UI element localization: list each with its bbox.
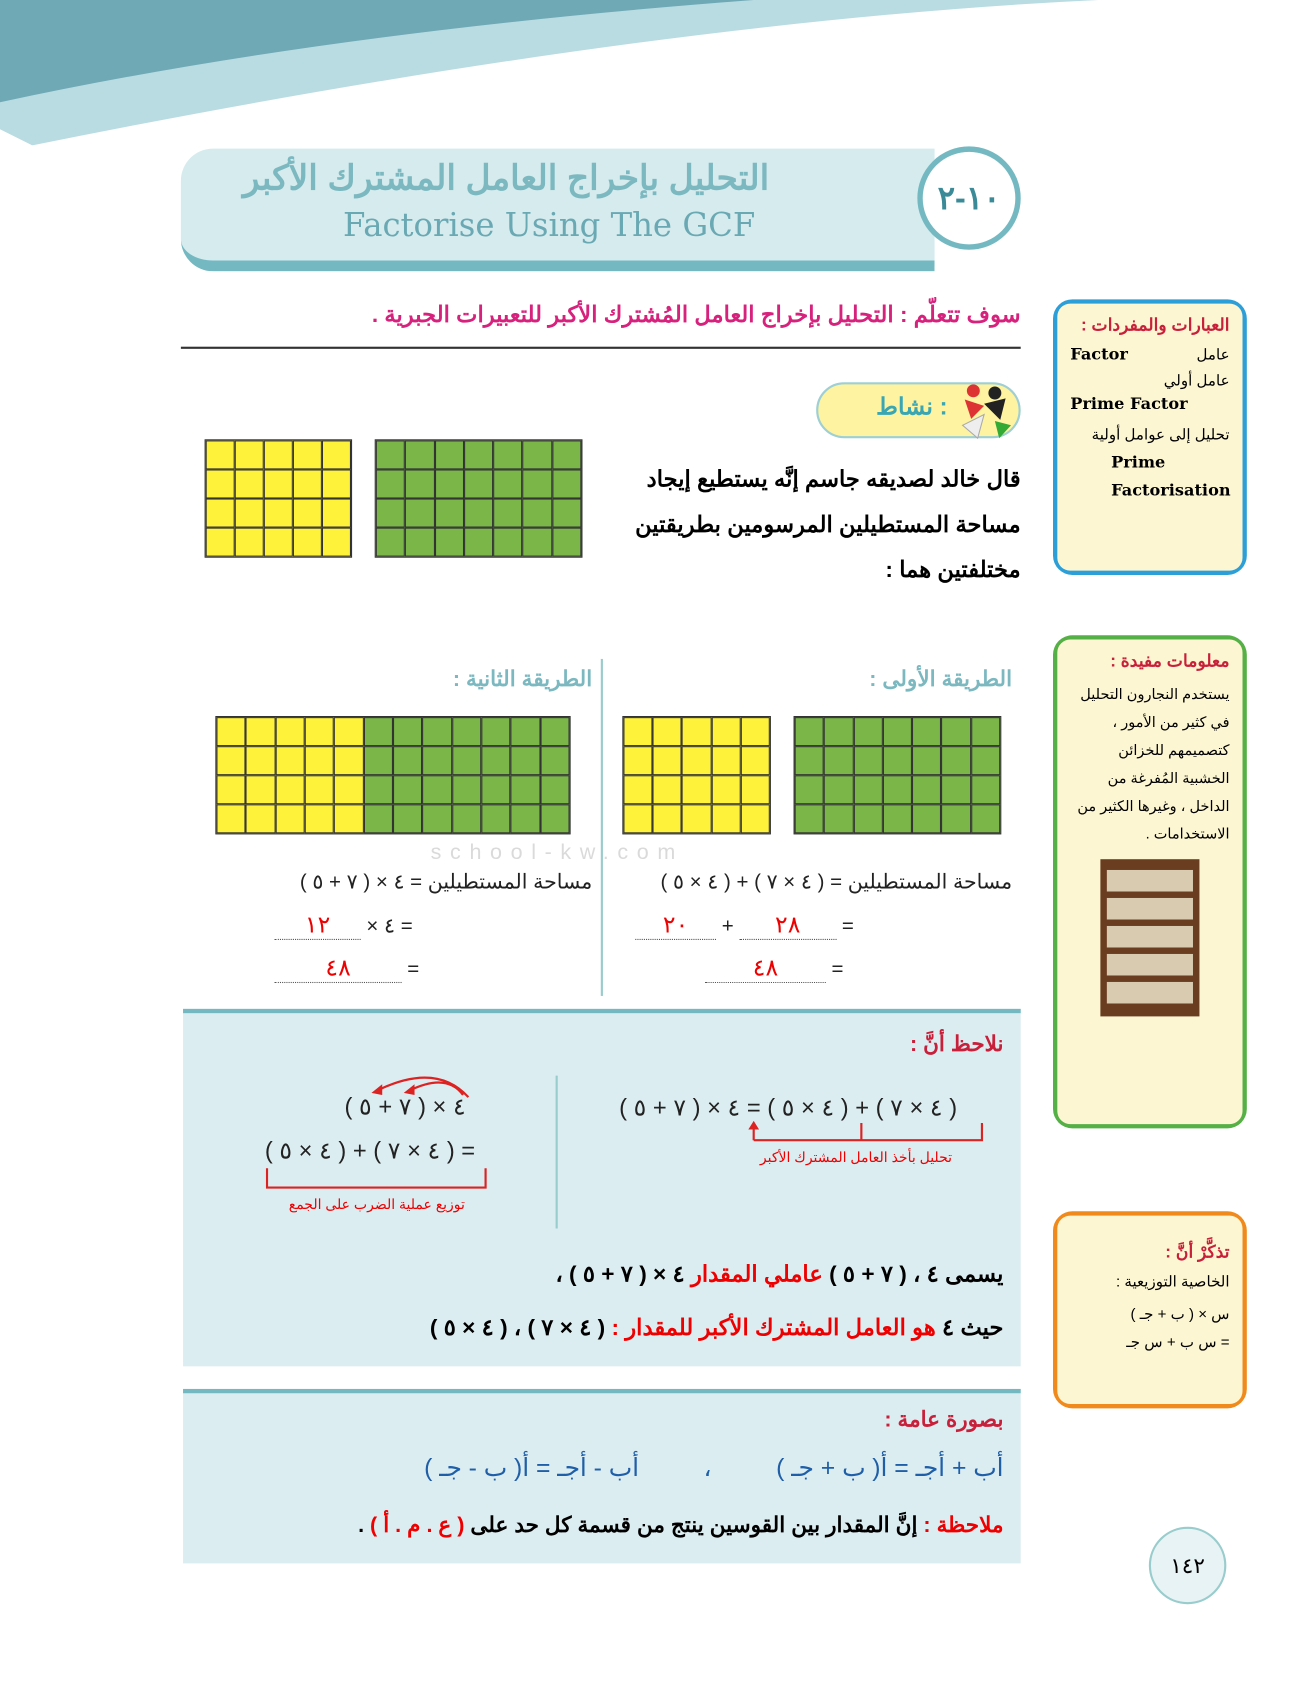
grid-cell <box>393 717 422 746</box>
general-title: بصورة عامة : <box>884 1408 1004 1433</box>
grid-cell <box>235 440 264 469</box>
highlight: هو العامل المشترك الأكبر للمقدار : <box>611 1315 936 1341</box>
grid-cell <box>493 499 522 528</box>
grid-cell <box>322 528 351 557</box>
learning-objective <box>181 301 1021 328</box>
remember-box <box>1053 1211 1247 1408</box>
grid-cell <box>682 804 711 833</box>
grid-cell <box>853 804 882 833</box>
grid-cell <box>334 775 363 804</box>
grid-cell <box>435 528 464 557</box>
answer-blank[interactable]: ٢٠ <box>635 911 716 940</box>
text: يسمى ٤ ، ( ٧ + ٥ ) <box>829 1261 1004 1287</box>
grid-cell <box>464 499 493 528</box>
method-one-title: الطريقة الأولى : <box>869 667 1013 692</box>
method-two-title: الطريقة الثانية : <box>452 667 593 692</box>
useful-info-box <box>1053 635 1247 1128</box>
method-two-equation: مساحة المستطيلين = ٤ × ( ٧ + ٥ ) <box>299 871 593 894</box>
grid-cell <box>711 717 740 746</box>
grid-cell <box>795 746 824 775</box>
grid-cell <box>623 775 652 804</box>
grid-cell <box>493 528 522 557</box>
grid-cell <box>711 775 740 804</box>
highlight: عاملي المقدار <box>690 1261 823 1287</box>
activity-paragraph: قال خالد لصديقه جاسم إنَّه يستطيع إيجاد مساحة المستطيلين المرسومين بطريقتين مختلفتين هما : <box>635 467 1021 583</box>
answer-blank[interactable]: ٤٨ <box>705 954 826 983</box>
text: ٤ × ( ٧ + ٥ ) ، <box>555 1261 685 1287</box>
factorisation-equation: ( ٤ × ٧ ) + ( ٤ × ٥ ) = ٤ × ( ٧ + ٥ ) <box>619 1093 958 1121</box>
distribution-expression: ٤ × ( ٧ + ٥ ) <box>344 1092 466 1120</box>
grid-cell <box>912 804 941 833</box>
grid-cell <box>623 717 652 746</box>
general-form-box <box>183 1389 1021 1563</box>
grid-cell <box>264 469 293 498</box>
decorative-header-swoosh <box>0 0 1292 145</box>
grid-cell <box>824 804 853 833</box>
grid-cell <box>422 775 451 804</box>
grid-cell <box>275 804 304 833</box>
factorisation-label: تحليل بأخذ العامل المشترك الأكبر <box>759 1148 953 1165</box>
grid-cell <box>623 804 652 833</box>
distribution-bracket <box>265 1166 491 1192</box>
grid-cell <box>364 804 393 833</box>
grid-cell <box>235 469 264 498</box>
grid-cell <box>493 440 522 469</box>
grid-cell <box>523 528 552 557</box>
grid-cell <box>941 775 970 804</box>
general-note <box>358 1512 1003 1539</box>
grid-cell <box>275 775 304 804</box>
grid-cell <box>741 746 770 775</box>
grid-cell <box>883 775 912 804</box>
grid-cell <box>422 717 451 746</box>
text: ( ٤ × ٧ ) ، ( ٤ × ٥ ) <box>429 1315 606 1341</box>
divider <box>181 347 1021 349</box>
vocab-title: العبارات والمفردات : <box>1080 316 1230 335</box>
grid-cell <box>422 746 451 775</box>
activity-badge <box>816 382 1021 438</box>
text: حيث ٤ <box>942 1315 1004 1341</box>
green-rectangle-grid <box>375 439 583 557</box>
grid-cell <box>393 775 422 804</box>
grid-cell <box>795 717 824 746</box>
grid-cell <box>305 717 334 746</box>
grid-cell <box>293 528 322 557</box>
grid-cell <box>941 717 970 746</box>
grid-cell <box>275 746 304 775</box>
grid-cell <box>883 746 912 775</box>
grid-cell <box>971 746 1000 775</box>
general-formulas <box>424 1454 1003 1483</box>
grid-cell <box>912 717 941 746</box>
equals-sign: = <box>407 958 420 981</box>
grid-cell <box>464 469 493 498</box>
notice-box <box>183 1009 1021 1366</box>
grid-cell <box>511 804 540 833</box>
grid-cell <box>741 804 770 833</box>
grid-cell <box>206 528 235 557</box>
grid-cell <box>246 746 275 775</box>
grid-cell <box>682 775 711 804</box>
grid-cell <box>464 528 493 557</box>
lesson-title-english: Factorise Using The GCF <box>342 206 756 245</box>
grid-cell <box>971 717 1000 746</box>
grid-cell <box>206 499 235 528</box>
grid-cell <box>853 775 882 804</box>
plus-sign: + <box>721 915 734 938</box>
note-text: إنَّ المقدار بين القوسين ينتج من قسمة كل حد على <box>470 1513 918 1538</box>
info-text: يستخدم النجارون التحليل في كثير من الأمور ، كتصميمهم للخزائن الخشبية المُفرغة من الداخل ، وغيرها الكثير من الاستخدامات . <box>1077 685 1230 842</box>
grid-cell <box>540 717 569 746</box>
grid-cell <box>481 717 510 746</box>
grid-cell <box>824 717 853 746</box>
grid-cell <box>552 440 581 469</box>
grid-cell <box>246 775 275 804</box>
info-title: معلومات مفيدة : <box>1110 652 1230 671</box>
vocab-en: Prime Factorisation <box>1111 452 1231 500</box>
equals-sign: = <box>841 915 854 938</box>
grid-cell <box>452 775 481 804</box>
vocab-en: Prime Factor <box>1070 394 1188 414</box>
grid-cell <box>511 775 540 804</box>
grid-cell <box>481 746 510 775</box>
grid-cell <box>481 775 510 804</box>
note-gcf: ( ع . م . أ ) <box>370 1513 465 1538</box>
grid-cell <box>376 528 405 557</box>
grid-cell <box>971 804 1000 833</box>
grid-cell <box>405 499 434 528</box>
grid-cell <box>376 469 405 498</box>
grid-cell <box>493 469 522 498</box>
grid-cell <box>364 717 393 746</box>
vocabulary-box <box>1053 299 1247 575</box>
grid-cell <box>853 717 882 746</box>
grid-cell <box>653 775 682 804</box>
grid-cell <box>216 746 245 775</box>
grid-cell <box>741 717 770 746</box>
method-two-result <box>275 954 420 983</box>
grid-cell <box>264 499 293 528</box>
grid-cell <box>264 528 293 557</box>
vocab-ar: عامل <box>1196 345 1230 363</box>
remember-line: الخاصية التوزيعية : <box>1115 1272 1230 1290</box>
formula-sum: أب + أجـ = أ( ب + جـ ) <box>776 1453 1004 1482</box>
grid-cell <box>552 528 581 557</box>
watermark-url: school-kw.com <box>430 840 684 865</box>
notice-divider <box>556 1076 558 1229</box>
grid-cell <box>305 775 334 804</box>
grid-cell <box>464 440 493 469</box>
grid-cell <box>653 746 682 775</box>
grid-cell <box>481 804 510 833</box>
grid-cell <box>682 717 711 746</box>
grid-cell <box>741 775 770 804</box>
method-two-step <box>275 911 413 940</box>
grid-cell <box>364 746 393 775</box>
grid-cell <box>452 717 481 746</box>
grid-cell <box>334 746 363 775</box>
answer-blank[interactable]: ٢٨ <box>739 911 836 940</box>
grid-cell <box>206 469 235 498</box>
grid-cell <box>452 804 481 833</box>
vocab-en: Factor <box>1070 344 1128 364</box>
grid-cell <box>364 775 393 804</box>
grid-cell <box>293 469 322 498</box>
lesson-title-arabic: التحليل بإخراج العامل المشترك الأكبر <box>242 158 770 198</box>
grid-cell <box>523 499 552 528</box>
grid-cell <box>653 717 682 746</box>
grid-cell <box>334 717 363 746</box>
grid-cell <box>435 469 464 498</box>
formula-difference: أب - أجـ = أ( ب - جـ ) <box>424 1453 639 1482</box>
method-one-equation: مساحة المستطيلين = ( ٤ × ٧ ) + ( ٤ × ٥ ) <box>660 871 1013 894</box>
answer-blank[interactable]: ١٢ <box>275 911 361 940</box>
method-one-result <box>705 954 843 983</box>
grid-cell <box>971 775 1000 804</box>
times-sign: × <box>366 915 379 938</box>
grid-cell <box>376 440 405 469</box>
grid-cell <box>682 746 711 775</box>
grid-cell <box>511 717 540 746</box>
grid-cell <box>883 717 912 746</box>
vocab-ar: عامل أولي <box>1163 371 1230 389</box>
note-label: ملاحظة : <box>923 1513 1004 1538</box>
distribution-label: توزيع عملية الضرب على الجمع <box>288 1196 465 1213</box>
notice-title: نلاحظ أنَّ : <box>909 1032 1004 1057</box>
grid-cell <box>523 440 552 469</box>
green-rectangle-grid <box>794 716 1002 834</box>
grid-cell <box>883 804 912 833</box>
grid-cell <box>235 528 264 557</box>
grid-cell <box>540 746 569 775</box>
equals-sign: = <box>831 958 844 981</box>
remember-title: تذكَّرْ أنَّ : <box>1165 1243 1230 1262</box>
remember-line: = س ب + س جـ <box>1126 1332 1230 1351</box>
factors-sentence <box>555 1261 1003 1288</box>
grid-cell <box>405 528 434 557</box>
remember-line: س × ( ب + جـ ) <box>1130 1304 1230 1323</box>
combined-rectangle-grid <box>215 716 570 834</box>
yellow-rectangle-grid <box>205 439 353 557</box>
grid-cell <box>853 746 882 775</box>
grid-cell <box>711 746 740 775</box>
grid-cell <box>305 804 334 833</box>
activity-figures-icon <box>952 382 1017 440</box>
grid-cell <box>435 499 464 528</box>
lesson-number: ١٠-٢ <box>917 146 1020 249</box>
grid-cell <box>540 775 569 804</box>
grid-cell <box>435 440 464 469</box>
grid-cell <box>452 746 481 775</box>
grid-cell <box>405 440 434 469</box>
method-one-step <box>635 911 854 940</box>
grid-cell <box>795 775 824 804</box>
grid-cell <box>552 469 581 498</box>
grid-cell <box>206 440 235 469</box>
distribution-equation: = ( ٤ × ٧ ) + ( ٤ × ٥ ) <box>264 1136 476 1164</box>
grid-cell <box>216 775 245 804</box>
grid-cell <box>293 440 322 469</box>
grid-cell <box>322 469 351 498</box>
grid-cell <box>393 746 422 775</box>
grid-cell <box>393 804 422 833</box>
bookshelf-image <box>1098 857 1201 1019</box>
learn-text: التحليل بإخراج العامل المُشترك الأكبر للتعبيرات الجبرية . <box>371 302 894 328</box>
grid-cell <box>305 746 334 775</box>
grid-cell <box>216 804 245 833</box>
grid-cell <box>552 499 581 528</box>
grid-cell <box>264 440 293 469</box>
grid-cell <box>334 804 363 833</box>
grid-cell <box>941 804 970 833</box>
methods-divider <box>601 659 603 996</box>
answer-blank[interactable]: ٤٨ <box>275 954 402 983</box>
grid-cell <box>824 775 853 804</box>
learn-label: سوف تتعلّم : <box>899 302 1021 328</box>
grid-cell <box>523 469 552 498</box>
grid-cell <box>275 717 304 746</box>
grid-cell <box>912 746 941 775</box>
vocab-ar: تحليل إلى عوامل أولية <box>1091 425 1230 443</box>
activity-label: نشاط : <box>876 392 948 420</box>
grid-cell <box>653 804 682 833</box>
grid-cell <box>293 499 322 528</box>
grid-cell <box>246 717 275 746</box>
grid-cell <box>422 804 451 833</box>
grid-cell <box>711 804 740 833</box>
grid-cell <box>376 499 405 528</box>
grid-cell <box>511 746 540 775</box>
grid-cell <box>795 804 824 833</box>
factor-bracket <box>743 1121 985 1147</box>
note-end: . <box>358 1513 365 1538</box>
page-number: ١٤٢ <box>1149 1527 1227 1605</box>
grid-cell <box>824 746 853 775</box>
grid-cell <box>623 746 652 775</box>
yellow-rectangle-grid <box>622 716 771 834</box>
grid-cell <box>216 717 245 746</box>
grid-cell <box>912 775 941 804</box>
grid-cell <box>405 469 434 498</box>
grid-cell <box>322 440 351 469</box>
factor-value: ٤ <box>384 915 396 938</box>
grid-cell <box>540 804 569 833</box>
equals-sign: = <box>400 915 413 938</box>
gcf-sentence <box>430 1315 1004 1342</box>
grid-cell <box>941 746 970 775</box>
grid-cell <box>235 499 264 528</box>
grid-cell <box>322 499 351 528</box>
grid-cell <box>246 804 275 833</box>
separator: ، <box>703 1453 712 1482</box>
